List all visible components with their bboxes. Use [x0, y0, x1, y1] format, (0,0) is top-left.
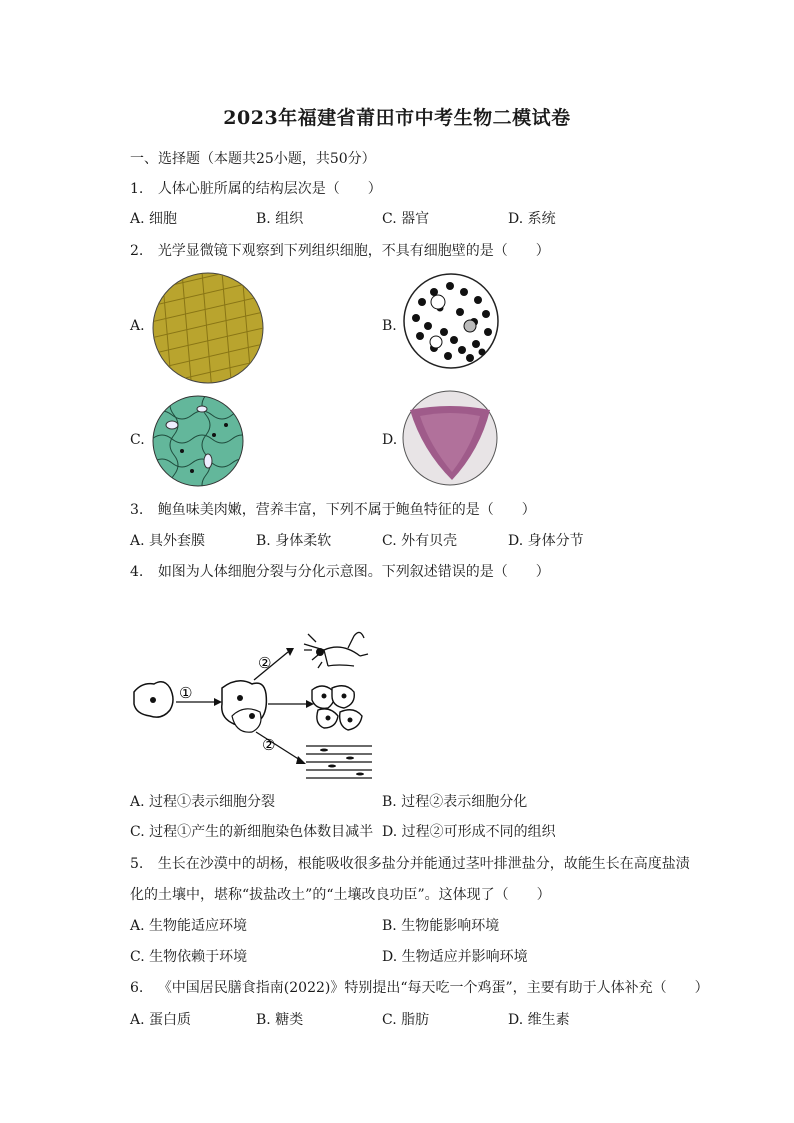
question-5 [130, 853, 690, 873]
question-stem: 人体心脏所属的结构层次是（ ） [157, 181, 382, 197]
option-b: B. 生物能影响环境 [382, 918, 500, 934]
option-d: D. 系统 [508, 211, 556, 227]
question-number: 2. [130, 243, 144, 259]
question-6 [130, 977, 709, 997]
question-number: 5. [130, 856, 144, 872]
option-d: D. 维生素 [508, 1012, 570, 1028]
question-stem: 鲍鱼味美肉嫩，营养丰富，下列不属于鲍鱼特征的是（ ） [157, 502, 536, 518]
question-3 [130, 499, 536, 519]
question-5-continued: 化的土壤中，堪称“拔盐改土”的“土壤改良功臣”。这体现了（ ） [130, 887, 551, 903]
question-number: 4. [130, 564, 144, 580]
option-d: D. 生物适应并影响环境 [382, 949, 528, 965]
question-number: 3. [130, 502, 144, 518]
option-a: A. 细胞 [130, 211, 178, 227]
option-c: C. 过程①产生的新细胞染色体数目减半 [130, 824, 374, 840]
option-c: C. 生物依赖于环境 [130, 949, 248, 965]
cell-division-diagram [128, 620, 378, 782]
option-a: A. 具外套膜 [130, 533, 206, 549]
option-a: A. 过程①表示细胞分裂 [130, 794, 276, 810]
option-a: A. 生物能适应环境 [130, 918, 248, 934]
option-d: D. 身体分节 [508, 533, 584, 549]
option-c: C. 外有贝壳 [382, 533, 458, 549]
question-number: 1. [130, 181, 144, 197]
diagram-label-2a: ② [258, 654, 272, 672]
option-b: B. 组织 [256, 211, 304, 227]
blood-smear-image [402, 272, 500, 370]
diagram-label-2b: ② [262, 736, 276, 754]
diagram-label-1: ① [179, 684, 193, 702]
onion-epidermis-image [152, 272, 264, 384]
question-4 [130, 561, 550, 581]
option-a-label: A. [130, 318, 145, 334]
option-d-label: D. [382, 432, 398, 448]
question-stem: 《中国居民膳食指南(2022)》特别提出“每天吃一个鸡蛋”，主要有助于人体补充（ ） [157, 980, 709, 996]
question-1 [130, 178, 382, 198]
question-stem: 光学显微镜下观察到下列组织细胞，不具有细胞壁的是（ ） [157, 243, 550, 259]
option-b: B. 身体柔软 [256, 533, 332, 549]
option-d: D. 过程②可形成不同的组织 [382, 824, 556, 840]
option-b: B. 糖类 [256, 1012, 304, 1028]
page-title: 2023年福建省莆田市中考生物二模试卷 [223, 107, 571, 129]
question-number: 6. [130, 980, 144, 996]
leaf-epidermis-image [152, 395, 244, 487]
option-b: B. 过程②表示细胞分化 [382, 794, 528, 810]
question-stem: 如图为人体细胞分裂与分化示意图。下列叙述错误的是（ ） [157, 564, 550, 580]
option-c: C. 器官 [382, 211, 430, 227]
question-stem: 生长在沙漠中的胡杨，根能吸收很多盐分并能通过茎叶排泄盐分，故能生长在高度盐渍 [157, 856, 690, 872]
section-heading: 一、选择题（本题共25小题，共50分） [130, 151, 376, 167]
option-b-label: B. [382, 318, 397, 334]
option-a: A. 蛋白质 [130, 1012, 192, 1028]
option-c: C. 脂肪 [382, 1012, 430, 1028]
question-2 [130, 240, 550, 260]
option-c-label: C. [130, 432, 145, 448]
root-tip-image [402, 390, 498, 486]
